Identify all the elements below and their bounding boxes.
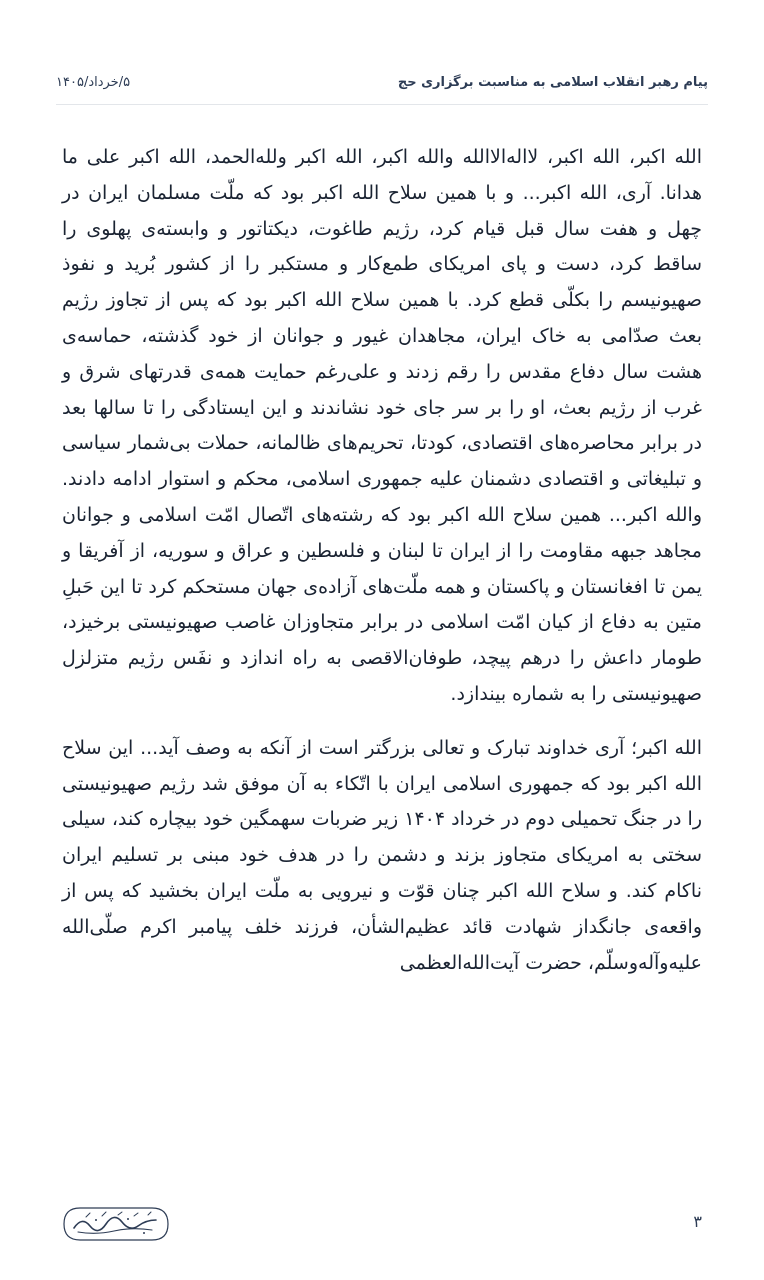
message-body [62, 140, 702, 981]
page-number: ۳ [693, 1212, 702, 1231]
body-paragraph: الله اکبر، الله اکبر، لااله‌الاالله والله اکبر، الله اکبر ولله‌الحمد، الله اکبر علی ما هدانا. آری، الله اکبر... و با همین سلاح الله اکبر بود که ملّت مسلمان ایران در چهل و هفت سال قبل قیام کرد، رژیم طاغوت، دیکتاتور و وابسته‌ی پهلوی را ساقط کرد، دست و پای امریکای طمع‌کار و مستکبر را از کشور بُرید و نفوذ صهیونیسم را بکلّی قطع کرد. با همین سلاح الله اکبر بود که پس از تجاوز رژیم بعث صدّامی به خاک ایران، مجاهدان غیور و جوانان از خود گذشته، حماسه‌ی هشت سال دفاع مقدس را رقم زدند و علی‌رغم حمایت همه‌ی قدرتهای شرق و غرب از رژیم بعث، او را بر سر جای خود نشاندند و این ایستادگی را تا سالها بعد در برابر محاصره‌های اقتصادی، کودتا، تحریم‌های ظالمانه، حملات بی‌شمار سیاسی و تبلیغاتی و اقتصادی دشمنان علیه جمهوری اسلامی، محکم و استوار ادامه دادند. والله اکبر... همین سلاح الله اکبر بود که رشته‌های اتّصال امّت اسلامی و جوانان مجاهد جبهه مقاومت را از ایران تا لبنان و فلسطین و عراق و سوریه، از آفریقا و یمن تا افغانستان و پاکستان و همه ملّت‌های آزاده‌ی جهان مستحکم کرد تا این حَبلِ متین به دفاع از کیان امّت اسلامی در برابر متجاوزان غاصب صهیونیستی برخیزد، طومار داعش را درهم پیچد، طوفان‌الاقصی به راه اندازد و نفَس رژیم متزلزل صهیونیستی را به شماره بیندازد. [62, 146, 702, 705]
body-paragraph: الله اکبر؛ آری خداوند تبارک و تعالی بزرگتر است از آنکه به وصف آید... این سلاح الله اکبر بود که جمهوری اسلامی ایران با اتّکاء به آن موفق شد رژیم صهیونیستی را در جنگ تحمیلی دوم در خرداد ۱۴۰۴ زیر ضربات سهمگین خود بیچاره کند، سیلی سختی به امریکای متجاوز بزند و دشمن را در هدف خود مبنی بر تسلیم ایران ناکام کند. و سلاح الله اکبر چنان قوّت و نیرویی به ملّت ایران بخشید که پس از واقعه‌ی جانگداز شهادت قائد عظیم‌الشأن، فرزند خلف پیامبر اکرم صلّی‌الله علیه‌وآله‌وسلّم، حضرت آیت‌الله‌العظمی [62, 736, 702, 974]
page-footer [56, 1202, 708, 1242]
header-title: پیام رهبر انقلاب اسلامی به مناسبت برگزاری حج [397, 74, 708, 90]
header-divider [56, 104, 708, 105]
page-header [56, 70, 708, 94]
header-date: ۵/خرداد/۱۴۰۵ [56, 74, 131, 90]
signature-seal-icon [56, 1202, 174, 1246]
